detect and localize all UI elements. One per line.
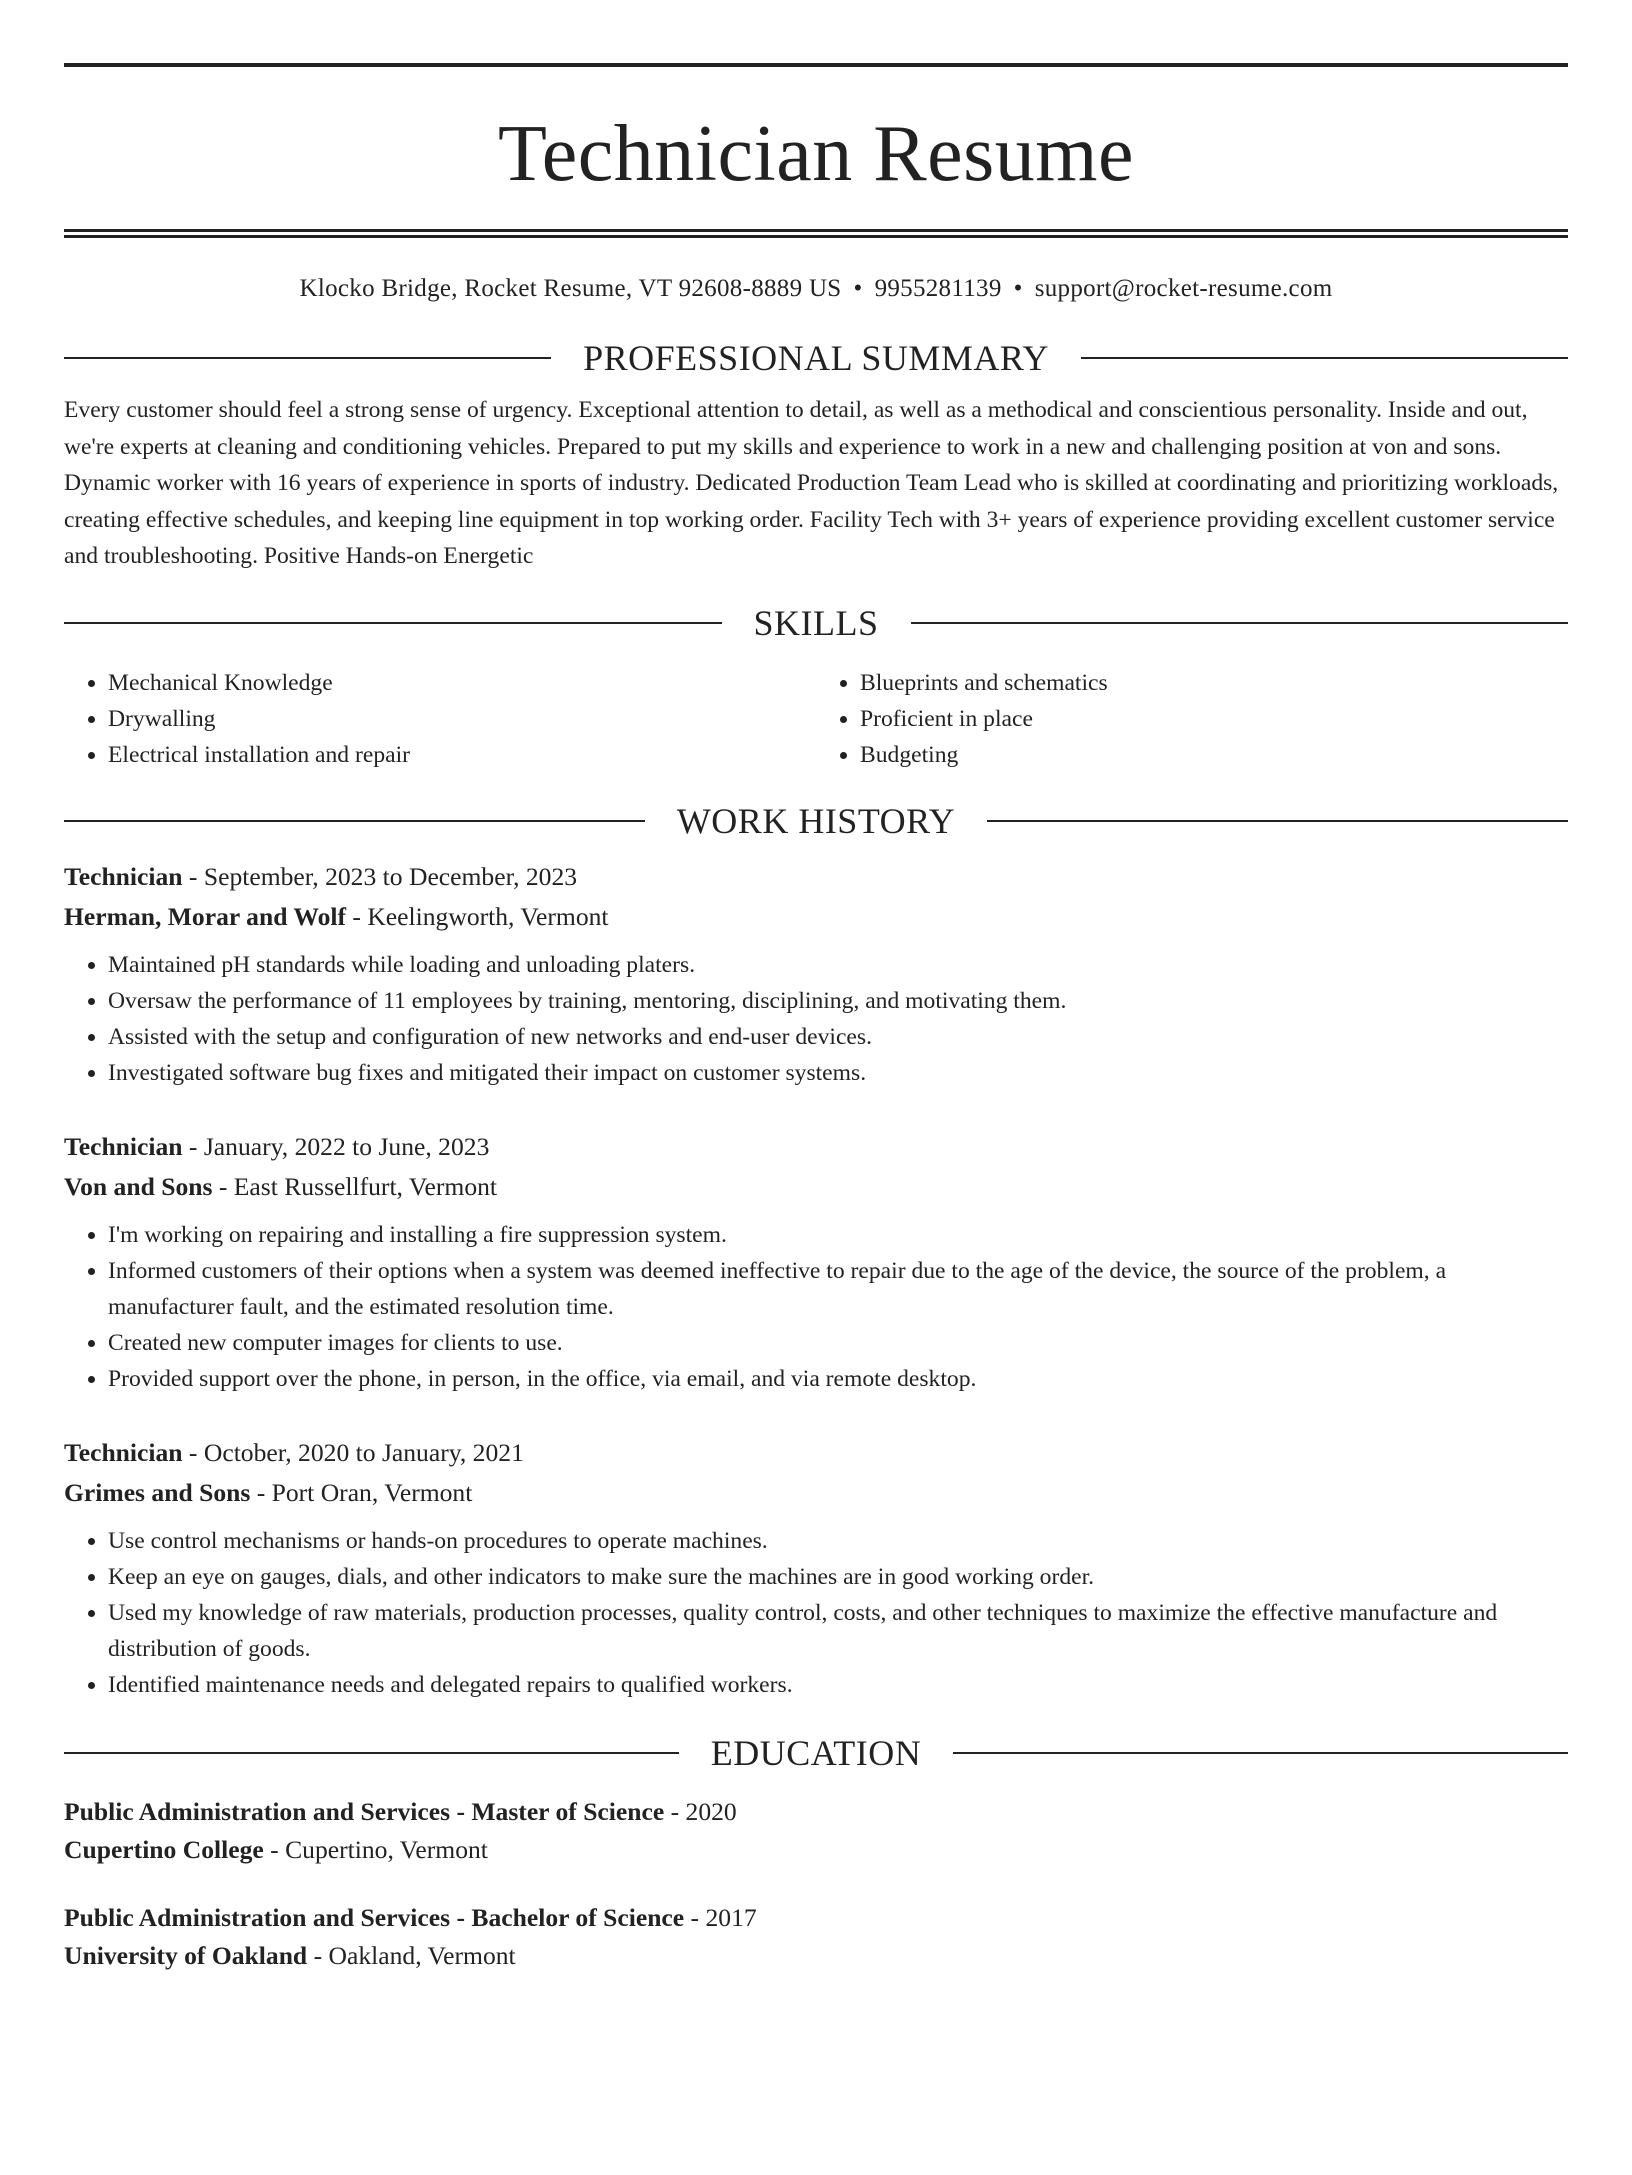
contact-line: [64, 274, 1568, 304]
skill-item: • Drywalling: [108, 701, 816, 737]
skills-column-right: [816, 665, 1568, 773]
divider-line: [64, 1752, 679, 1754]
divider-line: [1081, 357, 1568, 359]
divider-line: [953, 1752, 1568, 1754]
job-bullets: [64, 1217, 1568, 1397]
job-location: - Keelingworth, Vermont: [346, 901, 609, 931]
job-dates: - September, 2023 to December, 2023: [182, 861, 578, 891]
contact-address: Klocko Bridge, Rocket Resume, VT 92608-8889 US: [299, 275, 842, 302]
divider-line: [987, 820, 1568, 822]
education-entry: [64, 1899, 1568, 1975]
skill-item: • Budgeting: [860, 737, 1568, 773]
job-title: Technician: [64, 861, 183, 891]
section-title: WORK HISTORY: [676, 800, 956, 841]
job-title-line: [64, 857, 1568, 897]
section-header-work: [64, 799, 1568, 843]
education-location: - Cupertino, Vermont: [263, 1834, 488, 1864]
skill-item: • Proficient in place: [860, 701, 1568, 737]
job-dates: - October, 2020 to January, 2021: [182, 1437, 524, 1467]
job-bullet: • Identified maintenance needs and delegated repairs to qualified workers.: [108, 1667, 1568, 1703]
section-title: PROFESSIONAL SUMMARY: [583, 338, 1049, 378]
contact-email: support@rocket-resume.com: [1034, 275, 1333, 302]
job-bullet: • Informed customers of their options when a system was deemed ineffective to repair due to the age of the device, the source of the problem, a manufacturer fault, and the estimated resolution time.: [108, 1253, 1568, 1325]
job-bullet: • Investigated software bug fixes and mitigated their impact on customer systems.: [108, 1055, 1568, 1091]
education-degree: Public Administration and Services - Master of Science: [64, 1796, 665, 1826]
job-title: Technician: [64, 1131, 183, 1161]
resume-page: [0, 63, 1632, 2175]
job-entry: [64, 1433, 1568, 1703]
job-bullet: • Used my knowledge of raw materials, production processes, quality control, costs, and other techniques to maximize the effective manufacture and distribution of goods.: [108, 1595, 1568, 1667]
job-title-line: [64, 1433, 1568, 1473]
job-entry: [64, 1127, 1568, 1397]
divider-line: [64, 357, 551, 359]
education-degree-line: [64, 1793, 1568, 1831]
job-company-line: [64, 1167, 1568, 1207]
job-bullet: • Assisted with the setup and configuration of new networks and end-user devices.: [108, 1019, 1568, 1055]
divider-line: [911, 622, 1569, 624]
job-location: - East Russellfurt, Vermont: [212, 1171, 498, 1201]
education-year: - 2020: [664, 1796, 737, 1826]
job-bullet: • Provided support over the phone, in person, in the office, via email, and via remote desktop.: [108, 1361, 1568, 1397]
section-header-education: [64, 1731, 1568, 1775]
section-title: EDUCATION: [710, 1732, 922, 1773]
top-rule: [64, 63, 1568, 67]
job-bullets: [64, 947, 1568, 1091]
job-bullets: [64, 1523, 1568, 1703]
education-school-line: [64, 1831, 1568, 1869]
job-bullet: • Keep an eye on gauges, dials, and other indicators to make sure the machines are in good working order.: [108, 1559, 1568, 1595]
divider-line: [64, 622, 722, 624]
education-entry: [64, 1793, 1568, 1869]
job-dates: - January, 2022 to June, 2023: [182, 1131, 490, 1161]
job-bullet: • Use control mechanisms or hands-on procedures to operate machines.: [108, 1523, 1568, 1559]
job-company-line: [64, 897, 1568, 937]
education-location: - Oakland, Vermont: [307, 1940, 516, 1970]
contact-separator: •: [1013, 275, 1023, 302]
job-entry: [64, 857, 1568, 1091]
job-bullet: • Maintained pH standards while loading and unloading platers.: [108, 947, 1568, 983]
education-school: Cupertino College: [64, 1834, 264, 1864]
contact-separator: •: [853, 275, 863, 302]
resume-title: Technician Resume: [498, 110, 1134, 198]
section-header-skills: [64, 601, 1568, 645]
job-title: Technician: [64, 1437, 183, 1467]
job-location: - Port Oran, Vermont: [250, 1477, 473, 1507]
title-double-rule: [64, 229, 1568, 238]
job-title-line: [64, 1127, 1568, 1167]
divider-line: [64, 820, 645, 822]
skill-item: • Mechanical Knowledge: [108, 665, 816, 701]
education-school-line: [64, 1937, 1568, 1975]
job-bullet: • Oversaw the performance of 11 employees by training, mentoring, disciplining, and motivating them.: [108, 983, 1568, 1019]
job-bullet: • I'm working on repairing and installing a fire suppression system.: [108, 1217, 1568, 1253]
education-year: - 2017: [684, 1902, 757, 1932]
skill-item: • Electrical installation and repair: [108, 737, 816, 773]
contact-phone: 9955281139: [874, 275, 1002, 302]
skills-list: [64, 665, 1568, 773]
skills-column-left: [64, 665, 816, 773]
job-company: Von and Sons: [64, 1171, 213, 1201]
education-degree: Public Administration and Services - Bachelor of Science: [64, 1902, 685, 1932]
education-degree-line: [64, 1899, 1568, 1937]
job-company: Grimes and Sons: [64, 1477, 251, 1507]
job-bullet: • Created new computer images for clients to use.: [108, 1325, 1568, 1361]
skill-item: • Blueprints and schematics: [860, 665, 1568, 701]
section-header-summary: [64, 336, 1568, 380]
section-title: SKILLS: [753, 602, 879, 643]
job-company-line: [64, 1473, 1568, 1513]
education-school: University of Oakland: [64, 1940, 308, 1970]
summary-text: Every customer should feel a strong sense of urgency. Exceptional attention to detail, as well as a methodical and conscientious personality. Inside and out, we're experts at cleaning and conditioning vehicles. Prepared to put my skills and experience to work in a new and challenging position at von and sons. Dynamic worker with 16 years of experience in sports of industry. Dedicated Production Team Lead who is skilled at coordinating and prioritizing workloads, creating effective schedules, and keeping line equipment in top working order. Facility Tech with 3+ years of experience providing excellent customer service and troubleshooting. Positive Hands-on Energetic: [64, 397, 1559, 569]
job-company: Herman, Morar and Wolf: [64, 901, 346, 931]
